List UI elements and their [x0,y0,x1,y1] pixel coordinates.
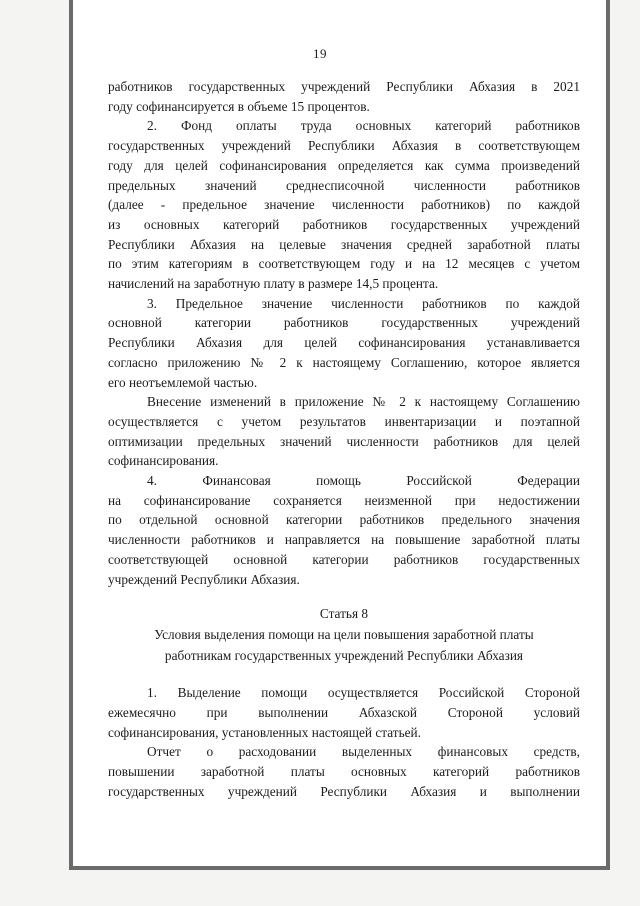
text-line: оптимизации предельных значений численности работников для целей [108,433,580,449]
report-paragraph-start: Отчет о расходовании выделенных финансовых средств, [147,744,580,760]
text-line: Республики Абхазия на целевые значения средней заработной платы [108,236,580,252]
paragraph-2-start: 2. Фонд оплаты труда основных категорий работников [147,118,580,134]
text-line: государственных учреждений Республики Абхазия в соответствующем [108,138,580,154]
text-line: по этим категориям в соответствующем году и на 12 месяцев с учетом [108,256,580,272]
scan-border-right [606,0,610,870]
text-line: на софинансирование сохраняется неизменной при недостижении [108,492,580,508]
body-text-section-1 [108,77,580,589]
text-line: из основных категорий работников государственных учреждений [108,216,580,232]
text-line: повышении заработной платы основных категорий работников [108,764,580,780]
text-line: ежемесячно при выполнении Абхазской Стороной условий [108,704,580,720]
text-line: государственных учреждений Республики Абхазия и выполнении [108,783,580,799]
body-text-section-2 [108,683,580,802]
article-number: Статья 8 [319,606,369,621]
scan-border-left [69,0,73,870]
paragraph-amendment-start: Внесение изменений в приложение № 2 к настоящему Соглашению [147,394,580,410]
text-line: начислений на заработную плату в размере 14,5 процента. [108,276,439,292]
text-line: по отдельной основной категории работников предельного значения [108,512,580,528]
paragraph-3-start: 3. Предельное значение численности работников по каждой [147,295,580,311]
article-8-paragraph-1-start: 1. Выделение помощи осуществляется Российской Стороной [147,685,580,700]
text-line: осуществляется с учетом результатов инвентаризации и поэтапной [108,413,580,429]
text-line: году софинансируется в объеме 15 процентов. [108,98,370,114]
text-line: (далее - предельное значение численности работников) по каждой [108,197,580,213]
text-line: численности работников и направляется на повышение заработной платы [108,532,580,548]
article-title-line-2: работникам государственных учреждений Республики Абхазия [164,648,524,663]
paragraph-4-start: 4. Финансовая помощь Российской Федерации [147,473,580,489]
text-line: основной категории работников государственных учреждений [108,315,580,331]
text-line: согласно приложению № 2 к настоящему Соглашению, которое является [108,354,580,370]
text-line: софинансирования. [108,453,219,469]
text-line: году для целей софинансирования определяется как сумма произведений [108,157,580,173]
text-line: предельных значений среднесписочной численности работников [108,177,580,193]
scan-border-bottom [69,866,610,870]
text-line: соответствующей основной категории работников государственных [108,551,580,567]
article-title-line-1: Условия выделения помощи на цели повышения заработной платы [154,627,534,642]
text-line: работников государственных учреждений Республики Абхазия в 2021 [108,79,580,94]
text-line: Республики Абхазия для целей софинансирования устанавливается [108,335,580,351]
page-number: 19 [313,46,327,61]
text-line: его неотъемлемой частью. [108,374,258,390]
text-line: софинансирования, установленных настоящей статьей. [108,724,421,740]
text-line: учреждений Республики Абхазия. [108,571,300,587]
